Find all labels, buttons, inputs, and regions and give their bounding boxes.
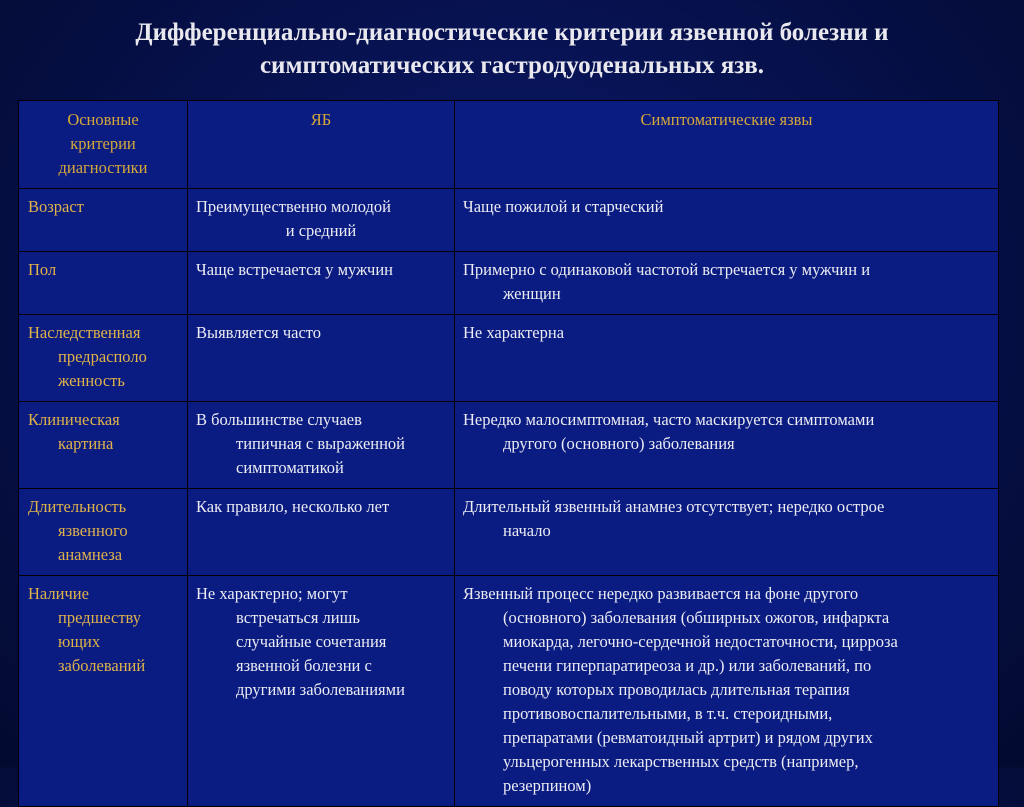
- criterion-line: Наличие: [28, 584, 89, 603]
- symptomatic-line: Язвенный процесс нередко развивается на фоне другого: [463, 584, 859, 603]
- yab-line: и средний: [285, 221, 357, 240]
- row-criterion: [19, 576, 188, 807]
- yab-line: Как правило, несколько лет: [196, 497, 390, 516]
- table-row: [19, 189, 999, 252]
- row-symptomatic: [455, 489, 999, 576]
- yab-line: Не характерно; могут: [196, 584, 348, 603]
- row-criterion: [19, 189, 188, 252]
- row-symptomatic: [455, 402, 999, 489]
- yab-line: типичная с выраженной: [236, 434, 406, 453]
- criterion-line: Пол: [28, 260, 57, 279]
- symptomatic-line: Нередко малосимптомная, часто маскируется симптомами: [463, 410, 875, 429]
- criterion-line: анамнеза: [58, 545, 123, 564]
- criteria-table: [18, 100, 999, 807]
- yab-line: Выявляется часто: [196, 323, 322, 342]
- yab-line: Преимущественно молодой: [196, 197, 391, 216]
- symptomatic-line: Чаще пожилой и старческий: [463, 197, 664, 216]
- header-criteria-line: Основные: [67, 110, 139, 129]
- table-row: [19, 252, 999, 315]
- symptomatic-line: поводу которых проводилась длительная терапия: [503, 680, 850, 699]
- criterion-line: Наследственная: [28, 323, 141, 342]
- symptomatic-line: начало: [503, 521, 551, 540]
- row-criterion: [19, 315, 188, 402]
- criterion-line: женность: [58, 371, 125, 390]
- criterion-line: Возраст: [28, 197, 84, 216]
- row-symptomatic: [455, 252, 999, 315]
- symptomatic-line: миокарда, легочно-сердечной недостаточности, цирроза: [503, 632, 898, 651]
- row-symptomatic: [455, 576, 999, 807]
- row-yab: [188, 252, 455, 315]
- yab-line: другими заболеваниями: [236, 680, 405, 699]
- slide-title: [0, 16, 1024, 82]
- table-row: [19, 489, 999, 576]
- header-criteria-line: критерии: [70, 134, 136, 153]
- symptomatic-line: резерпином): [503, 776, 592, 795]
- criterion-line: Клиническая: [28, 410, 120, 429]
- yab-line: случайные сочетания: [236, 632, 387, 651]
- header-yab: ЯБ: [188, 101, 455, 189]
- row-criterion: [19, 252, 188, 315]
- yab-line: язвенной болезни с: [236, 656, 372, 675]
- symptomatic-line: противовоспалительными, в т.ч. стероидными,: [503, 704, 833, 723]
- yab-line: В большинстве случаев: [196, 410, 362, 429]
- symptomatic-line: другого (основного) заболевания: [503, 434, 735, 453]
- criterion-line: ющих: [58, 632, 101, 651]
- symptomatic-line: Длительный язвенный анамнез отсутствует; нередко острое: [463, 497, 885, 516]
- header-criteria-line: диагностики: [58, 158, 148, 177]
- yab-line: встречаться лишь: [236, 608, 360, 627]
- criterion-line: картина: [58, 434, 114, 453]
- symptomatic-line: печени гиперпаратиреоза и др.) или заболеваний, по: [503, 656, 872, 675]
- slide-title-line-2: симптоматических гастродуоденальных язв.: [259, 52, 765, 79]
- table-row: [19, 315, 999, 402]
- yab-line: симптоматикой: [236, 458, 344, 477]
- header-criteria: [19, 101, 188, 189]
- row-yab: [188, 315, 455, 402]
- symptomatic-line: (основного) заболевания (обширных ожогов, инфаркта: [503, 608, 890, 627]
- criterion-line: Длительность: [28, 497, 127, 516]
- criterion-line: язвенного: [58, 521, 128, 540]
- criterion-line: предшеству: [58, 608, 142, 627]
- row-symptomatic: [455, 189, 999, 252]
- criterion-line: предрасполо: [58, 347, 147, 366]
- table-row: [19, 402, 999, 489]
- header-symptomatic: Симптоматические язвы: [455, 101, 999, 189]
- row-criterion: [19, 489, 188, 576]
- table-row: [19, 576, 999, 807]
- row-yab: [188, 576, 455, 807]
- symptomatic-line: Примерно с одинаковой частотой встречается у мужчин и: [463, 260, 871, 279]
- symptomatic-line: препаратами (ревматоидный артрит) и рядом других: [503, 728, 873, 747]
- row-criterion: [19, 402, 188, 489]
- header-row: [19, 101, 999, 189]
- symptomatic-line: ульцерогенных лекарственных средств (например,: [503, 752, 859, 771]
- symptomatic-line: Не характерна: [463, 323, 565, 342]
- slide-title-line-1: Дифференциально-диагностические критерии язвенной болезни и: [135, 19, 889, 46]
- row-yab: [188, 402, 455, 489]
- symptomatic-line: женщин: [503, 284, 561, 303]
- row-symptomatic: [455, 315, 999, 402]
- row-yab: [188, 189, 455, 252]
- yab-line: Чаще встречается у мужчин: [196, 260, 393, 279]
- row-yab: [188, 489, 455, 576]
- criterion-line: заболеваний: [58, 656, 146, 675]
